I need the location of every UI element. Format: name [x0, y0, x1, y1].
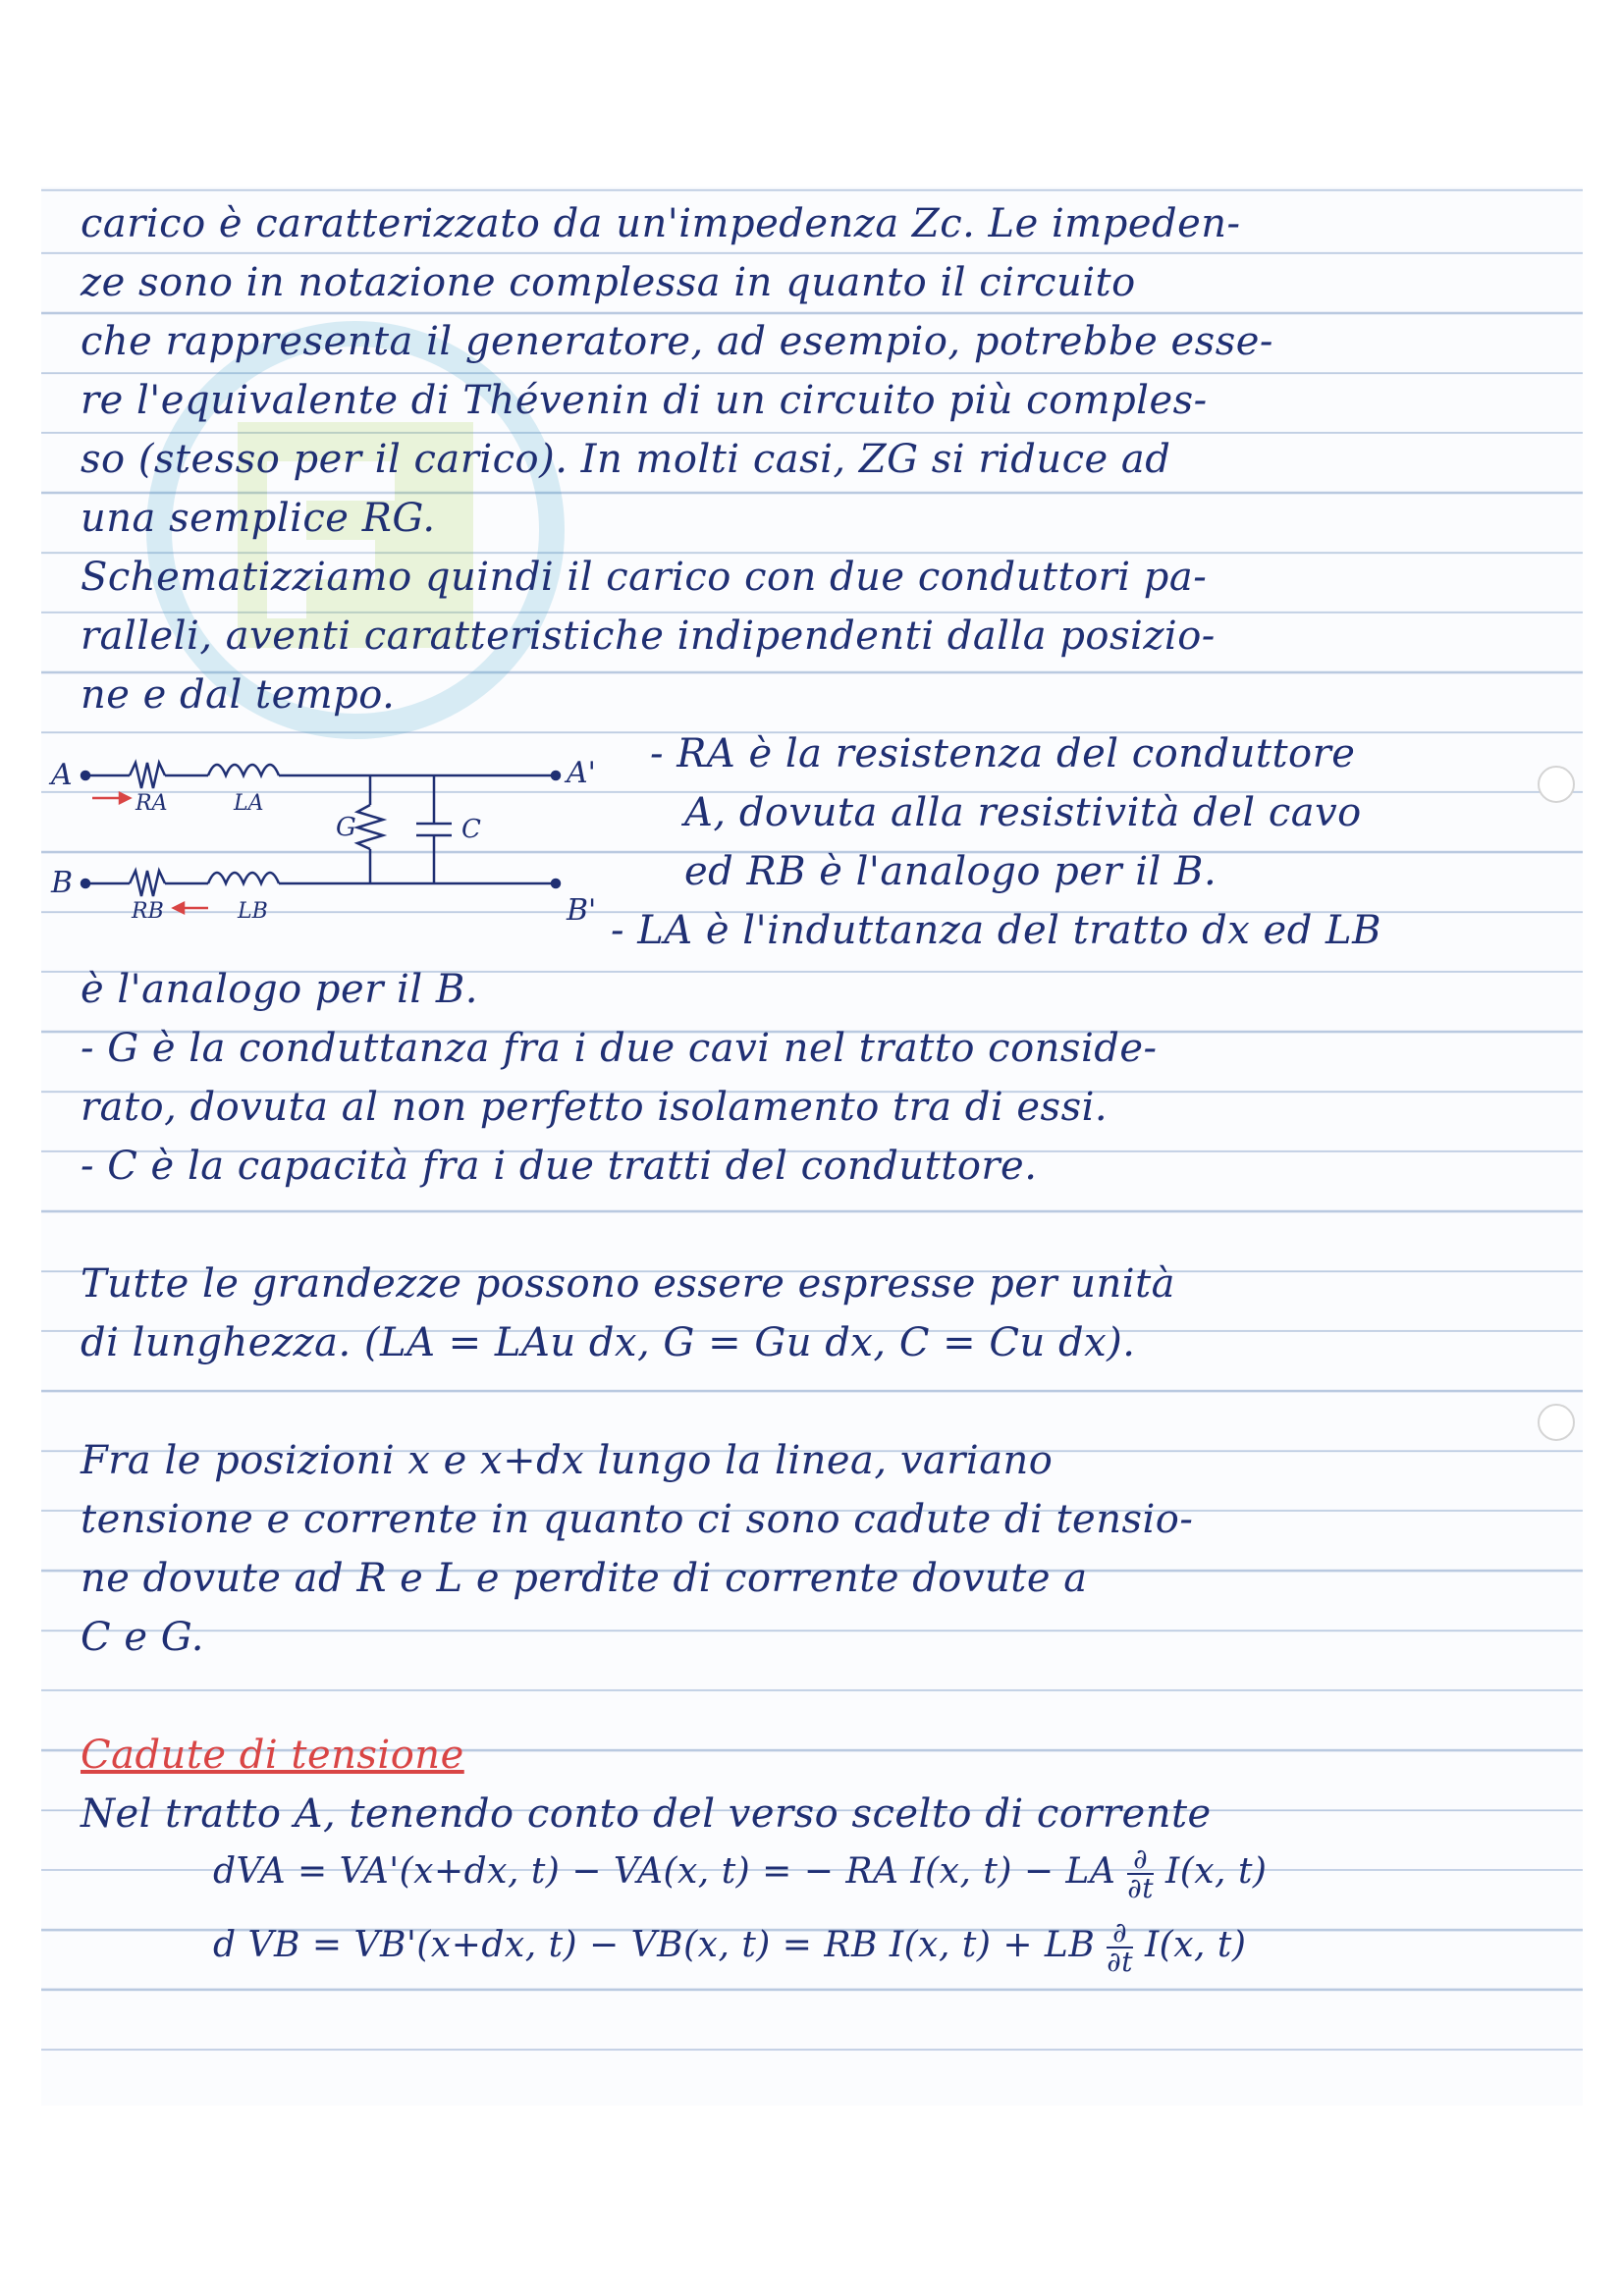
equation-lhs: dVA = VA'(x+dx, t) − VA(x, t) = − RA I(x, t) − LA	[213, 1851, 1116, 1892]
text-line: è l'analogo per il B.	[81, 967, 478, 1012]
circuit-note: - LA è l'induttanza del tratto dx ed LB	[611, 908, 1381, 953]
lb-label: LB	[238, 899, 268, 924]
text-line: ne dovute ad R e L e perdite di corrente dovute a	[81, 1556, 1088, 1601]
lined-paper-sheet	[41, 187, 1583, 2106]
equation-voltage-a	[213, 1842, 1268, 1904]
text-line: che rappresenta il generatore, ad esempio, potrebbe esse-	[81, 319, 1273, 364]
circuit-note: - RA è la resistenza del conduttore	[650, 731, 1356, 776]
text-line: ze sono in notazione complessa in quanto il circuito	[81, 260, 1136, 305]
binder-hole	[1538, 766, 1575, 803]
text-line: tensione e corrente in quanto ci sono cadute di tensio-	[81, 1497, 1194, 1542]
g-label: G	[336, 813, 356, 842]
la-label: LA	[234, 791, 264, 816]
text-line: ne e dal tempo.	[81, 672, 396, 718]
text-line: Tutte le grandezze possono essere espresse per unità	[81, 1261, 1175, 1307]
text-line: ralleli, aventi caratteristiche indipendenti dalla posizio-	[81, 614, 1216, 659]
text-line: re l'equivalente di Thévenin di un circuito più comples-	[81, 378, 1208, 423]
node-a-label: A	[51, 758, 73, 792]
node-a-prime-label: A'	[567, 756, 596, 790]
text-line: di lunghezza. (LA = LAu dx, G = Gu dx, C = Cu dx).	[81, 1320, 1136, 1365]
equation-tail: I(x, t)	[1164, 1851, 1268, 1892]
node-b-label: B	[51, 866, 74, 900]
partial-derivative: $\frac{\partial}{\partial t}$	[1107, 1916, 1133, 1978]
circuit-note: A, dovuta alla resistività del cavo	[684, 790, 1362, 835]
text-line: Schematizziamo quindi il carico con due conduttori pa-	[81, 555, 1208, 600]
partial-derivative: $\frac{\partial}{\partial t}$	[1127, 1842, 1155, 1904]
text-line: Nel tratto A, tenendo conto del verso scelto di corrente	[81, 1791, 1212, 1837]
text-line: so (stesso per il carico). In molti casi, ZG si riduce ad	[81, 437, 1171, 482]
text-line: - C è la capacità fra i due tratti del conduttore.	[81, 1144, 1038, 1189]
equation-voltage-b	[213, 1916, 1247, 1978]
text-line: una semplice RG.	[81, 496, 436, 541]
ra-label: RA	[135, 791, 168, 816]
rb-label: RB	[132, 899, 164, 924]
node-b-prime-label: B'	[567, 893, 597, 928]
text-line: Fra le posizioni x e x+dx lungo la linea, variano	[81, 1438, 1054, 1483]
transmission-line-circuit	[41, 751, 640, 933]
section-title: Cadute di tensione	[81, 1733, 464, 1778]
c-label: C	[461, 815, 481, 844]
text-line: - G è la conduttanza fra i due cavi nel tratto conside-	[81, 1026, 1158, 1071]
text-line: carico è caratterizzato da un'impedenza Zc. Le impeden-	[81, 201, 1241, 246]
equation-tail: I(x, t)	[1144, 1925, 1247, 1965]
circuit-note: ed RB è l'analogo per il B.	[684, 849, 1217, 894]
equation-lhs: d VB = VB'(x+dx, t) − VB(x, t) = RB I(x, t) + LB	[213, 1925, 1096, 1965]
binder-hole	[1538, 1404, 1575, 1441]
text-line: rato, dovuta al non perfetto isolamento tra di essi.	[81, 1085, 1109, 1130]
text-line: C e G.	[81, 1615, 204, 1660]
